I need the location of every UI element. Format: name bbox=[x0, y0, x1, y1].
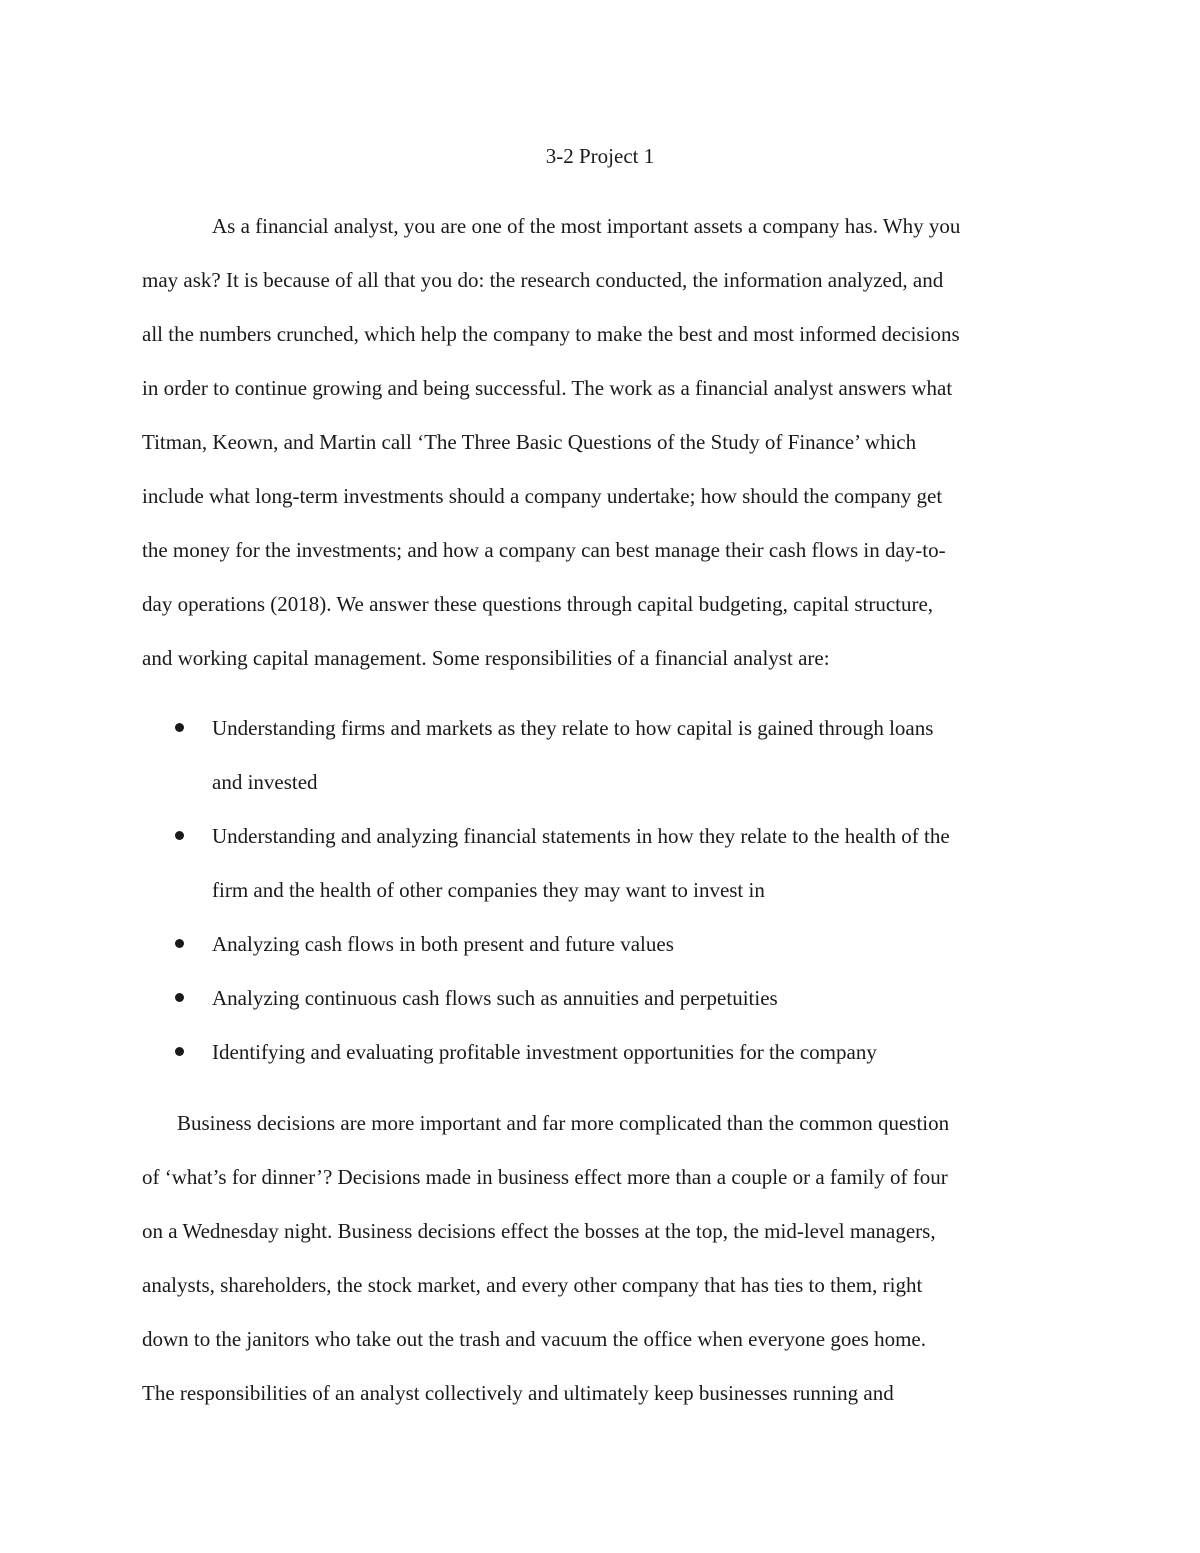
paragraph-line: include what long-term investments should a company undertake; how should the company get bbox=[142, 484, 943, 508]
paragraph-line: on a Wednesday night. Business decisions effect the bosses at the top, the mid-level managers, bbox=[142, 1219, 936, 1243]
paragraph-line: the money for the investments; and how a company can best manage their cash flows in day-to- bbox=[142, 538, 946, 562]
document-title: 3-2 Project 1 bbox=[545, 144, 655, 168]
bullet-dot-icon bbox=[175, 831, 184, 840]
paragraph-line: Business decisions are more important and far more complicated than the common question bbox=[177, 1111, 950, 1135]
paragraph-line: and working capital management. Some responsibilities of a financial analyst are: bbox=[142, 646, 830, 670]
bullet-dot-icon bbox=[175, 1047, 184, 1056]
bullet-dot-icon bbox=[175, 939, 184, 948]
paragraph-line: day operations (2018). We answer these questions through capital budgeting, capital structure, bbox=[142, 592, 934, 616]
paragraph-line: down to the janitors who take out the trash and vacuum the office when everyone goes home. bbox=[142, 1327, 926, 1351]
paragraph-line: of ‘what’s for dinner’? Decisions made in business effect more than a couple or a family of four bbox=[142, 1165, 948, 1189]
paragraph-line: Titman, Keown, and Martin call ‘The Three Basic Questions of the Study of Finance’ which bbox=[142, 430, 917, 454]
paragraph-line: in order to continue growing and being successful. The work as a financial analyst answers what bbox=[142, 376, 953, 400]
list-item-text: Identifying and evaluating profitable investment opportunities for the company bbox=[212, 1040, 877, 1064]
paragraph-line: analysts, shareholders, the stock market, and every other company that has ties to them, right bbox=[142, 1273, 923, 1297]
list-item-text: Analyzing cash flows in both present and future values bbox=[212, 932, 674, 956]
paragraph-line: all the numbers crunched, which help the company to make the best and most informed decisions bbox=[142, 322, 960, 346]
list-item-text: Analyzing continuous cash flows such as annuities and perpetuities bbox=[212, 986, 778, 1010]
paragraph-line: The responsibilities of an analyst collectively and ultimately keep businesses running and bbox=[142, 1381, 894, 1405]
list-item-text: Understanding and analyzing financial statements in how they relate to the health of the bbox=[212, 824, 950, 848]
bullet-dot-icon bbox=[175, 723, 184, 732]
paragraph-line: may ask? It is because of all that you do: the research conducted, the information analyzed, and bbox=[142, 268, 944, 292]
list-item-text: firm and the health of other companies they may want to invest in bbox=[212, 878, 765, 902]
paragraph-line: As a financial analyst, you are one of the most important assets a company has. Why you bbox=[212, 214, 961, 238]
list-item-text: and invested bbox=[212, 770, 318, 794]
list-item-text: Understanding firms and markets as they relate to how capital is gained through loans bbox=[212, 716, 934, 740]
bullet-dot-icon bbox=[175, 993, 184, 1002]
